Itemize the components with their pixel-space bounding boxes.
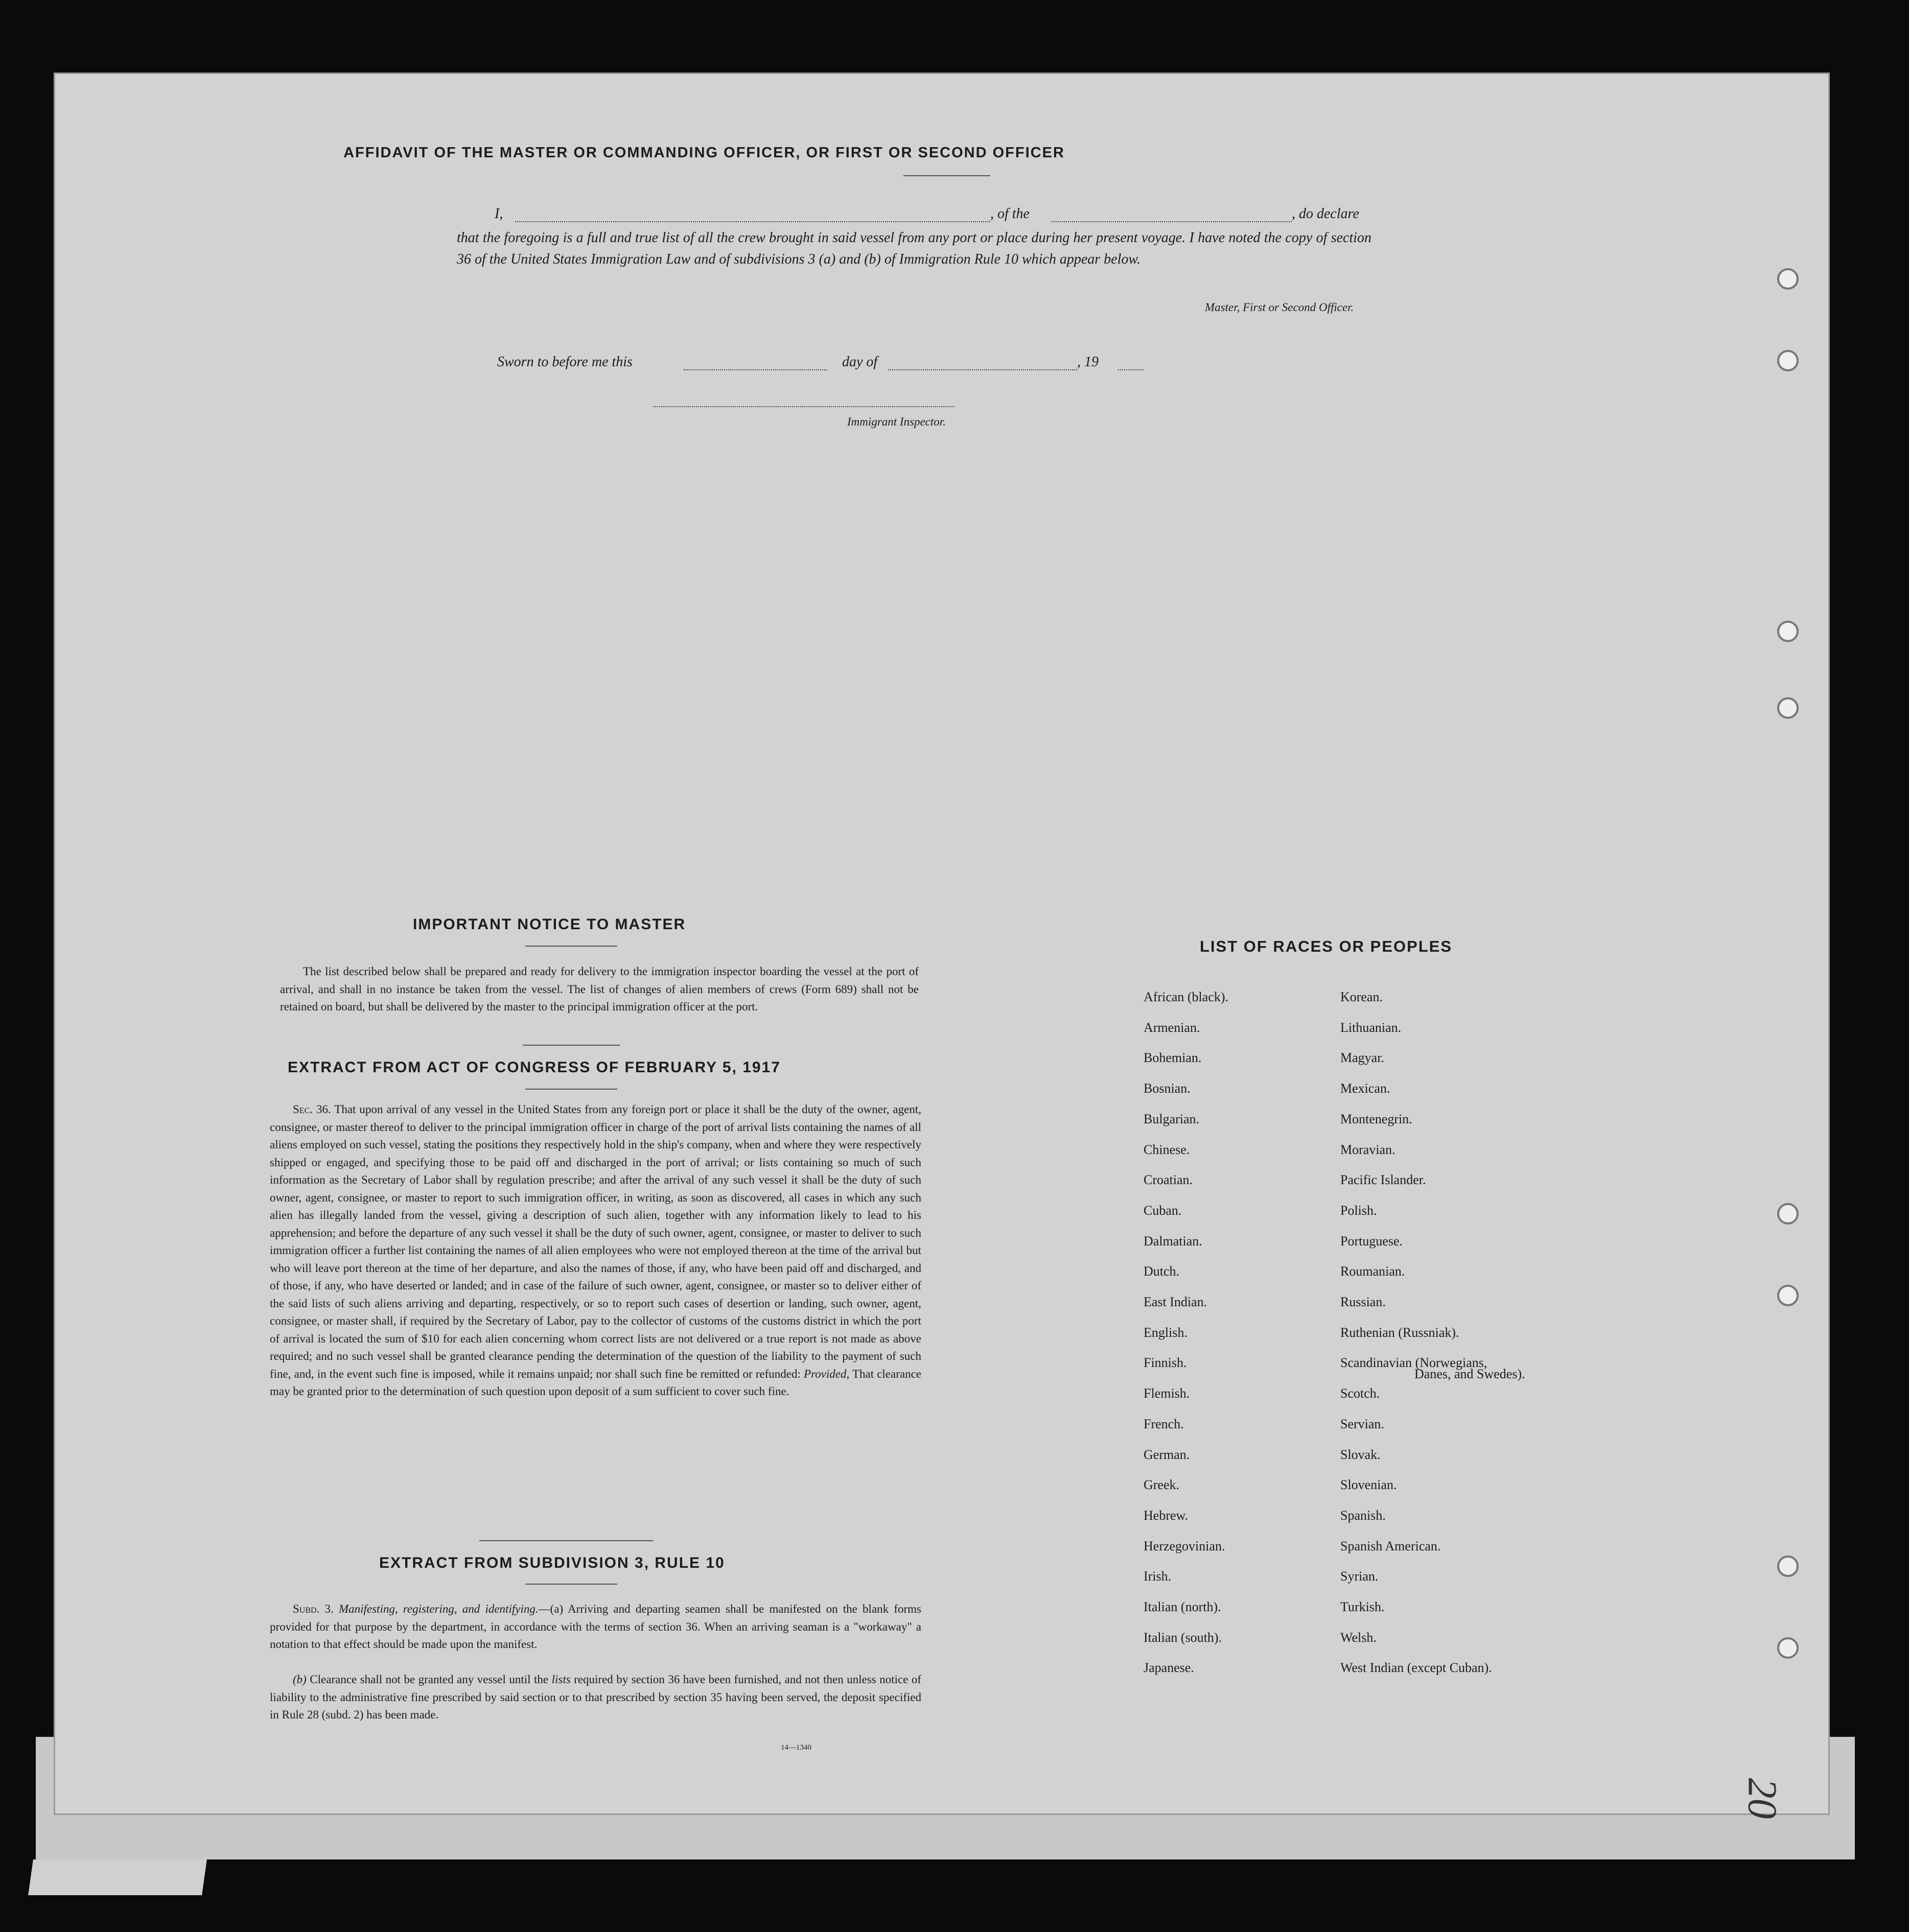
- affidavit-i: I,: [495, 206, 503, 222]
- year-blank: [1118, 369, 1144, 370]
- race-item: Roumanian.: [1340, 1264, 1405, 1279]
- act-rule: [525, 1089, 617, 1090]
- act-title: EXTRACT FROM ACT OF CONGRESS OF FEBRUARY 5, 1917: [288, 1059, 781, 1076]
- binder-hole: [1777, 350, 1799, 371]
- binder-hole: [1777, 1285, 1799, 1306]
- race-item-continuation: Danes, and Swedes).: [1414, 1366, 1525, 1381]
- paper-tab: [28, 1859, 207, 1895]
- race-item: West Indian (except Cuban).: [1340, 1660, 1492, 1676]
- race-item: Scotch.: [1340, 1386, 1380, 1401]
- race-item: Scandinavian (Norwegians,: [1340, 1355, 1487, 1371]
- race-item: Mexican.: [1340, 1081, 1390, 1096]
- binder-hole: [1777, 1203, 1799, 1224]
- race-item: Irish.: [1144, 1569, 1172, 1584]
- b-label: (b): [293, 1673, 307, 1686]
- race-item: Croatian.: [1144, 1172, 1193, 1188]
- race-item: Hebrew.: [1144, 1507, 1189, 1523]
- section-rule: [523, 1045, 620, 1046]
- race-item: Syrian.: [1340, 1569, 1379, 1584]
- race-item: Chinese.: [1144, 1142, 1190, 1157]
- binder-hole: [1777, 1637, 1799, 1659]
- race-item: Welsh.: [1340, 1630, 1377, 1645]
- affidavit-body: that the foregoing is a full and true list of all the crew brought in said vessel from any port or place during her present voyage. I have noted the copy of section 36 of the United States Immigration Law and of subdivisions 3 (a) and (b) of Immigration Rule 10 which appear below.: [457, 230, 1371, 267]
- month-blank: [888, 369, 1077, 370]
- affidavit-of-the: , of the: [990, 206, 1030, 222]
- rule-text-b-block: [270, 1671, 921, 1724]
- binder-hole: [1777, 621, 1799, 642]
- rule-rule: [525, 1584, 617, 1585]
- race-item: Lithuanian.: [1340, 1020, 1402, 1035]
- race-item: Herzegovinian.: [1144, 1538, 1225, 1553]
- race-item: Moravian.: [1340, 1142, 1395, 1157]
- race-item: Bohemian.: [1144, 1050, 1202, 1066]
- race-item: German.: [1144, 1447, 1190, 1462]
- race-item: Dalmatian.: [1144, 1233, 1202, 1248]
- act-text: [270, 1101, 921, 1401]
- name-blank: [515, 221, 990, 222]
- binder-hole: [1777, 268, 1799, 290]
- rule-heading: Manifesting, registering, and identifying.: [338, 1603, 539, 1615]
- sec-label: Sec. 36.: [293, 1103, 331, 1116]
- race-item: Italian (south).: [1144, 1630, 1222, 1645]
- race-item: Slovak.: [1340, 1447, 1381, 1462]
- act-text-b: That clearance may be granted prior to the determination of such question upon deposit of a sum sufficient to cover such fine.: [270, 1367, 922, 1398]
- race-item: Pacific Islander.: [1340, 1172, 1426, 1188]
- form-sheet: [54, 73, 1830, 1819]
- race-item: East Indian.: [1144, 1294, 1207, 1309]
- provided-word: Provided,: [804, 1367, 850, 1380]
- race-item: Montenegrin.: [1340, 1111, 1412, 1126]
- race-item: Japanese.: [1144, 1660, 1194, 1676]
- notice-text: The list described below shall be prepared and ready for delivery to the immigration inspector boarding the vessel at the port of arrival, and shall in no instance be taken from the vessel. The list of changes of alien members of crews (Form 689) shall not be retained on board, but shall be delivered by the master to the principal immigration officer at the port.: [280, 965, 919, 1013]
- page-number: 20: [1739, 1778, 1785, 1819]
- race-item: Russian.: [1340, 1294, 1386, 1309]
- affidavit-title: AFFIDAVIT OF THE MASTER OR COMMANDING OFFICER, OR FIRST OR SECOND OFFICER: [343, 145, 1065, 161]
- race-item: Bosnian.: [1144, 1081, 1191, 1096]
- rule-title: EXTRACT FROM SUBDIVISION 3, RULE 10: [379, 1554, 725, 1571]
- rule-text-a-block: [270, 1600, 921, 1654]
- act-text-a: That upon arrival of any vessel in the United States from any foreign port or place it shall be the duty of the owner, agent, consignee, or master thereof to deliver to the principal immigration officer in charge of the port of arrival lists containing the names of all aliens employed on such vessel, stating the positions they respectively hold in the ship's company, when and where they were respectively shipped or engaged, and specifying those to be paid off and discharged in the port of arrival; or lists containing so much of such information as the Secretary of Labor shall by regulation prescribe; and after the arrival of any such vessel it shall be the duty of such owner, agent, consignee, or master to report to such immigration officer, in writing, as soon as discovered, all cases in which any such alien has illegally landed from the vessel, giving a description of such alien, together with any information likely to lead to his apprehension; and before the departure of any such vessel it shall be the duty of such owner, agent, consignee, or master to deliver to such immigration officer a further list containing the names of all alien employees who were not employed thereon at the time of the arrival but who will leave port thereon at the time of her departure, and also the names of those, if any, who have been paid off and discharged, and of those, if any, who have deserted or landed; and in case of the failure of such owner, agent, consignee, or master so to deliver either of the said lists of such aliens arriving and departing, respectively, or so to report such cases of desertion or landing, such owner, agent, consignee, or master shall, if required by the Secretary of Labor, pay to the collector of customs of the customs district in which the port of arrival is located the sum of $10 for each alien concerning whom correct lists are not delivered or a true report is not made as above required; and no such vessel shall be granted clearance pending the determination of the question of the liability to the payment of such fine, and, in the event such fine is imposed, while it remains unpaid; nor shall such fine be remitted or refunded:: [270, 1103, 921, 1380]
- race-item: Ruthenian (Russniak).: [1340, 1325, 1459, 1340]
- notice-rule: [525, 946, 617, 947]
- race-item: Bulgarian.: [1144, 1111, 1200, 1126]
- race-item: Greek.: [1144, 1477, 1180, 1493]
- race-item: French.: [1144, 1416, 1184, 1431]
- inspector-blank: [653, 406, 954, 407]
- title-rule: [903, 175, 990, 176]
- race-item: Cuban.: [1144, 1203, 1182, 1218]
- signature-label: Master, First or Second Officer.: [1205, 301, 1354, 314]
- race-item: Korean.: [1340, 989, 1383, 1004]
- inspector-label: Immigrant Inspector.: [847, 415, 946, 428]
- vessel-blank: [1052, 221, 1292, 222]
- race-item: Magyar.: [1340, 1050, 1384, 1066]
- race-item: Finnish.: [1144, 1355, 1187, 1371]
- notice-title: IMPORTANT NOTICE TO MASTER: [413, 916, 686, 933]
- section-rule: [479, 1540, 653, 1541]
- race-item: Italian (north).: [1144, 1599, 1221, 1614]
- year-text: , 19: [1077, 354, 1099, 370]
- race-item: Portuguese.: [1340, 1233, 1403, 1248]
- affidavit-do-declare: , do declare: [1292, 206, 1359, 222]
- subd-label: Subd. 3.: [293, 1603, 334, 1615]
- lists-word: lists: [551, 1673, 571, 1686]
- sworn-text: Sworn to before me this: [497, 354, 633, 370]
- race-item: Polish.: [1340, 1203, 1377, 1218]
- binder-hole: [1777, 1556, 1799, 1577]
- race-item: English.: [1144, 1325, 1188, 1340]
- rule-text-b1: Clearance shall not be granted any vessel until the: [310, 1673, 549, 1686]
- race-item: Armenian.: [1144, 1020, 1200, 1035]
- race-item: Turkish.: [1340, 1599, 1385, 1614]
- day-blank: [684, 369, 827, 370]
- race-item: Servian.: [1340, 1416, 1384, 1431]
- form-number: 14—1340: [781, 1743, 811, 1752]
- day-of-text: day of: [842, 354, 878, 370]
- race-item: Spanish American.: [1340, 1538, 1441, 1553]
- race-item: Dutch.: [1144, 1264, 1180, 1279]
- rule-text-b2: required by section 36 have been furnished, and not then unless notice of liability to the administrative fine prescribed by said section or to that prescribed by section 35 having been served, the deposit specified in Rule 28 (subd. 2) has been made.: [270, 1673, 922, 1721]
- race-item: Spanish.: [1340, 1507, 1386, 1523]
- rule-text-a: —(a) Arriving and departing seamen shall be manifested on the blank forms provided for that purpose by the department, in accordance with the terms of section 36. When an arriving seaman is a "workaway" a notation to that effect should be made upon the manifest.: [270, 1603, 921, 1651]
- race-item: Slovenian.: [1340, 1477, 1397, 1493]
- races-title: LIST OF RACES OR PEOPLES: [1200, 937, 1453, 955]
- binder-hole: [1777, 697, 1799, 719]
- race-item: Flemish.: [1144, 1386, 1190, 1401]
- race-item: African (black).: [1144, 989, 1229, 1004]
